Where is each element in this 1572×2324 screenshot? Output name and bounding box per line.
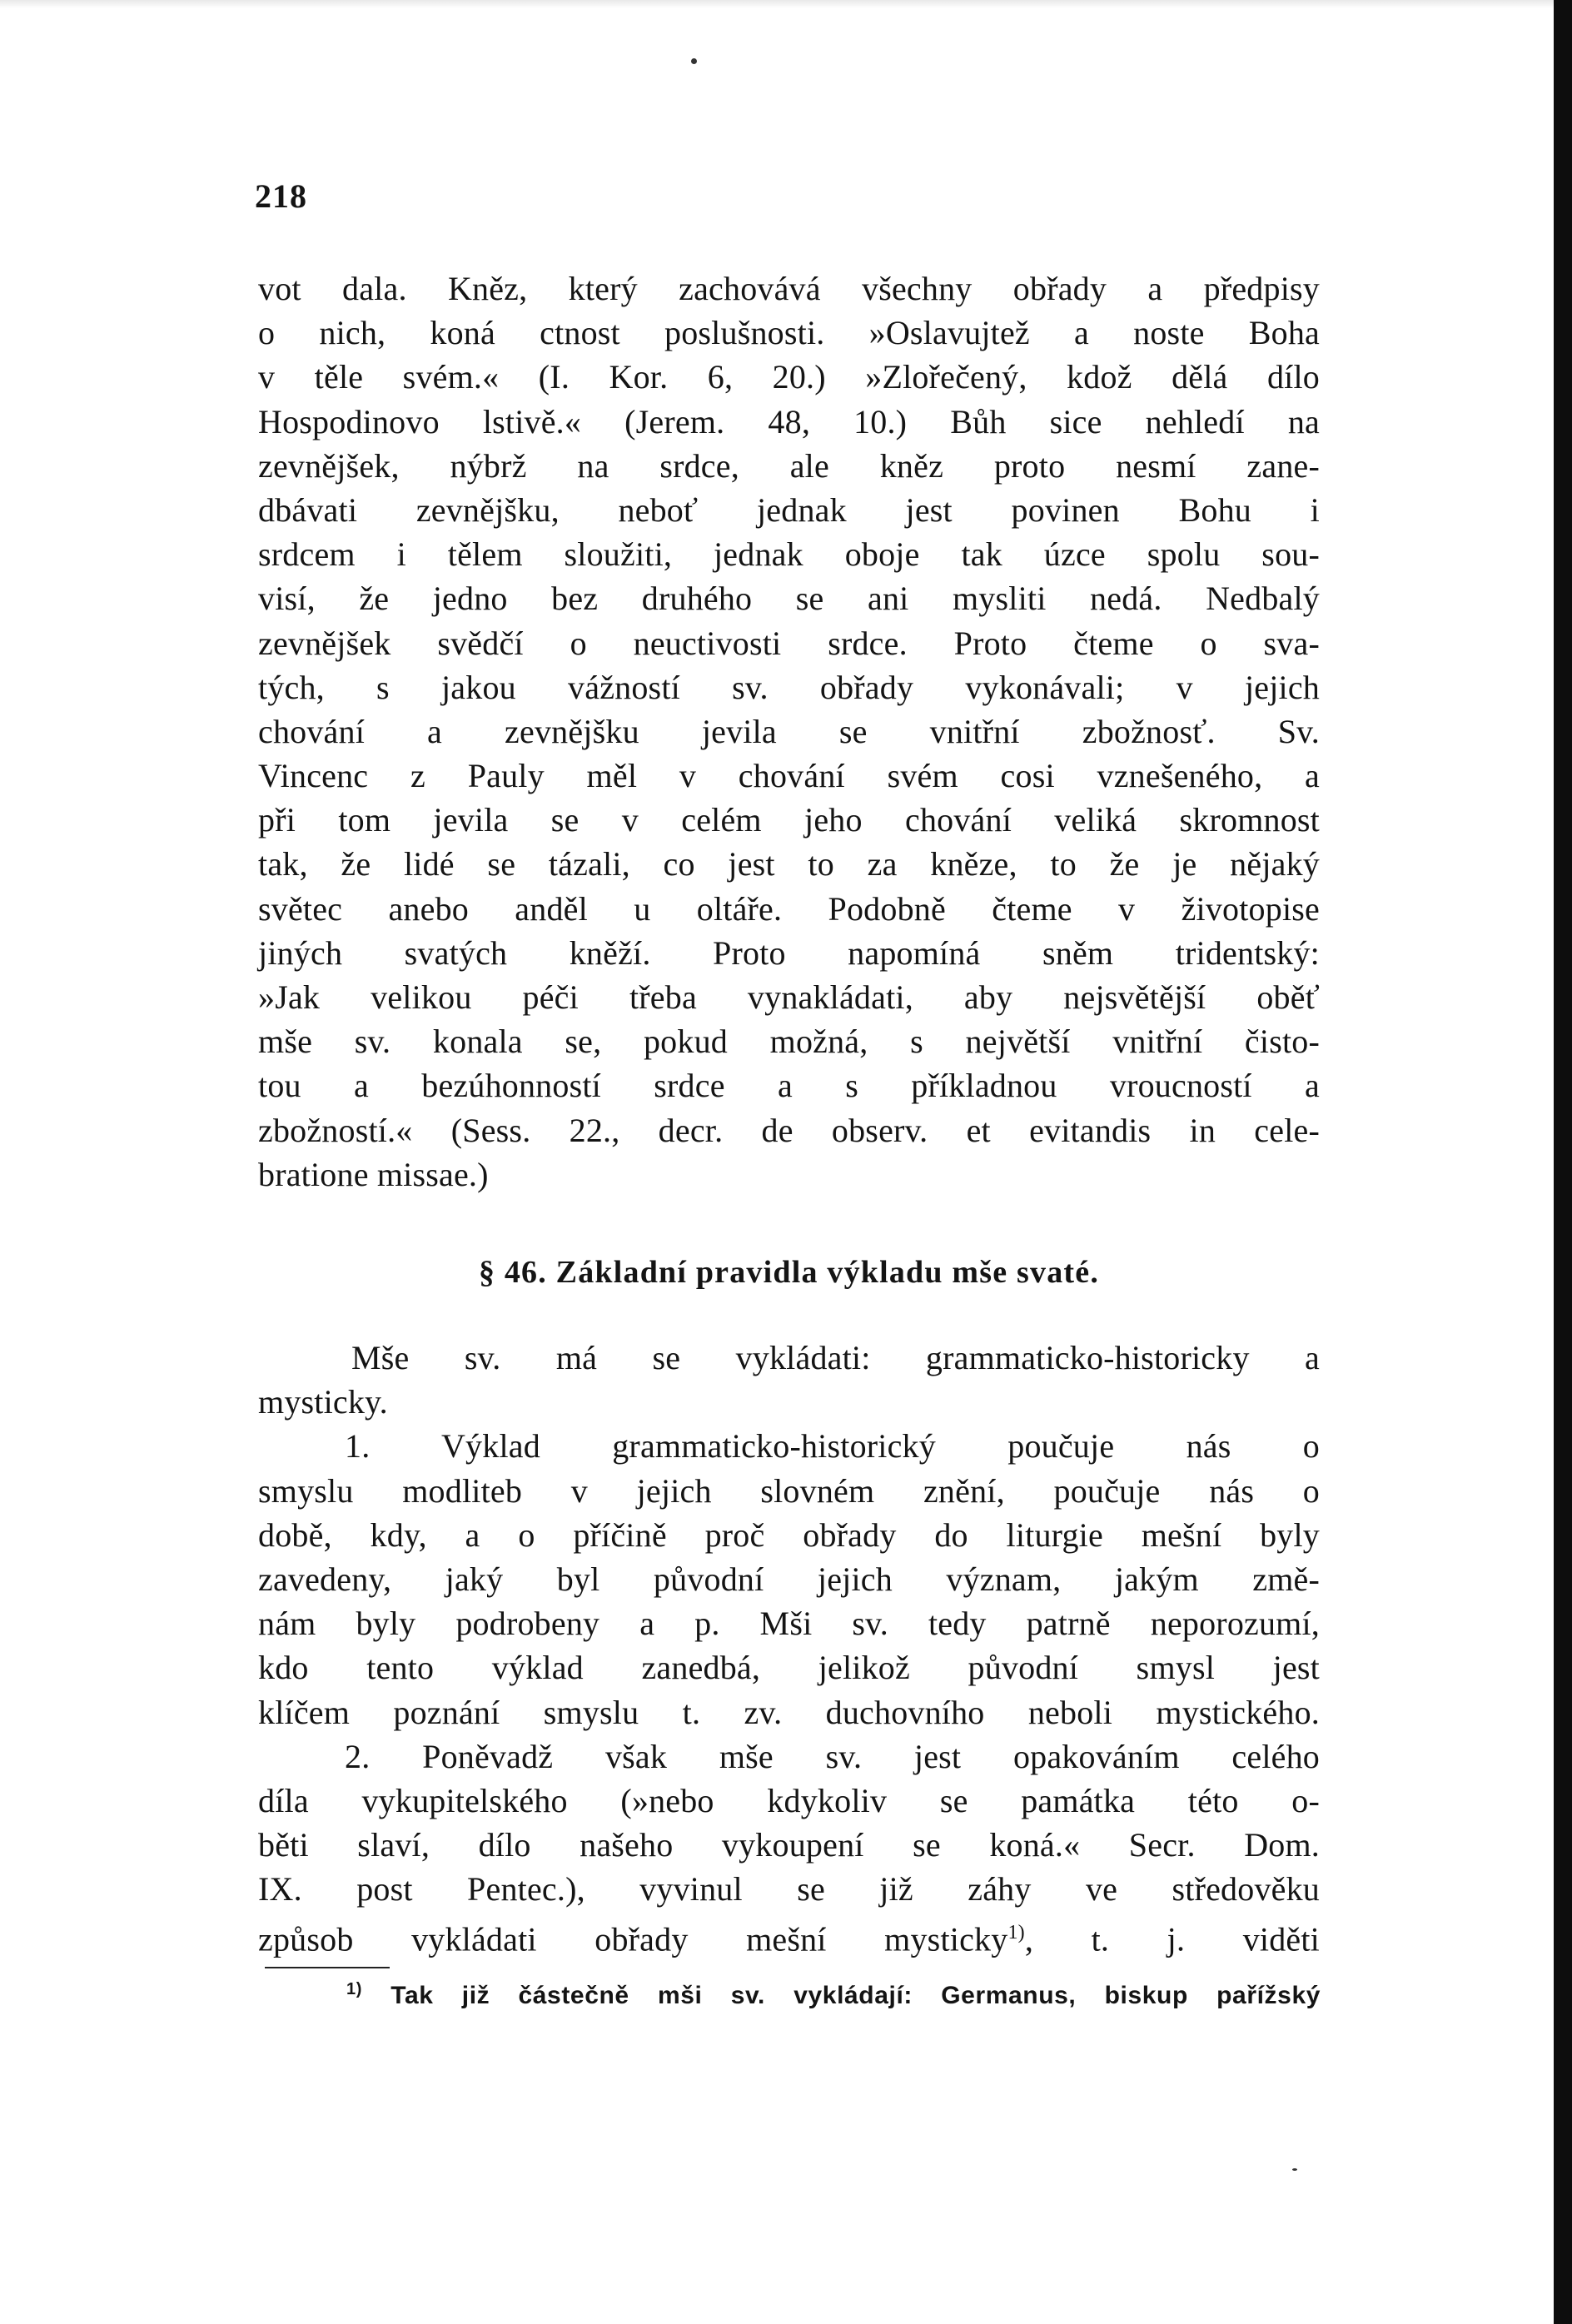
text-line: zevnějšek, nýbrž na srdce, ale kněz proto nesmí zane-	[258, 446, 1320, 485]
text-line: Hospodinovo lstivě.« (Jerem. 48, 10.) Bůh sice nehledí na	[258, 402, 1320, 440]
text-line: při tom jevila se v celém jeho chování veliká skromnost	[258, 801, 1320, 839]
text-fragment: , t. j. viděti	[1024, 1920, 1320, 1958]
scan-top-shadow	[0, 0, 1572, 8]
scan-speck	[691, 58, 697, 64]
section-46-body	[258, 1336, 1320, 1956]
text-line: mysticky.	[258, 1383, 388, 1421]
text-line: zevnějšek svědčí o neuctivosti srdce. Proto čteme o sva-	[258, 624, 1320, 662]
text-line: visí, že jedno bez druhého se ani mysliti nedá. Nedbalý	[258, 580, 1320, 618]
text-line-with-footnote	[258, 1911, 1320, 1958]
paragraph-3	[258, 1424, 1320, 1734]
section-heading: § 46. Základní pravidla výkladu mše svaté.	[478, 1255, 1100, 1290]
text-line: zavedeny, jaký byl původní jejich význam, jakým změ-	[258, 1560, 1320, 1598]
scan-speck	[1292, 2168, 1297, 2171]
text-line: dbávati zevnějšku, neboť jednak jest povinen Bohu i	[258, 490, 1320, 529]
paragraph-4	[258, 1734, 1320, 1956]
footnote-divider	[265, 1967, 390, 1968]
text-line: smyslu modliteb v jejich slovném znění, poučuje nás o	[258, 1471, 1320, 1510]
text-line: Mše sv. má se vykládati: grammaticko-historicky a	[351, 1339, 1320, 1376]
text-line: zbožností.« (Sess. 22., decr. de observ. et evitandis in cele-	[258, 1111, 1320, 1149]
footnote	[346, 1980, 1321, 2010]
text-line: klíčem poznání smyslu t. zv. duchovního neboli mystického.	[258, 1693, 1320, 1731]
text-line: tak, že lidé se tázali, co jest to za kněze, to že je nějaký	[258, 845, 1320, 883]
page-number: 218	[255, 177, 307, 215]
text-line: běti slaví, dílo našeho vykoupení se koná.« Secr. Dom.	[258, 1826, 1320, 1864]
scan-right-edge	[1554, 0, 1572, 2324]
text-line: vot dala. Kněz, který zachovává všechny obřady a předpisy	[258, 270, 1320, 307]
text-line: Vincenc z Pauly měl v chování svém cosi vznešeného, a	[258, 757, 1320, 795]
text-line: době, kdy, a o příčině proč obřady do liturgie mešní byly	[258, 1515, 1320, 1554]
text-line: chování a zevnějšku jevila se vnitřní zbožnosť. Sv.	[258, 712, 1320, 750]
text-line: o nich, koná ctnost poslušnosti. »Oslavujtež a noste Boha	[258, 314, 1320, 352]
text-line: světec anebo anděl u oltáře. Podobně čteme v životopise	[258, 889, 1320, 928]
text-line: 2. Poněvadž však mše sv. jest opakováním celého	[345, 1737, 1320, 1775]
text-line: IX. post Pentec.), vyvinul se již záhy ve středověku	[258, 1870, 1320, 1908]
text-line: díla vykupitelského (»nebo kdykoliv se památka této o-	[258, 1781, 1320, 1819]
text-line: »Jak velikou péči třeba vynakládati, aby nejsvětější oběť	[258, 978, 1320, 1016]
footnote-text: Tak již částečně mši sv. vykládají: Germanus, biskup pařížský	[391, 1982, 1321, 2009]
text-line: nám byly podrobeny a p. Mši sv. tedy patrně neporozumí,	[258, 1605, 1320, 1643]
text-line: bratione missae.)	[258, 1155, 489, 1193]
paragraph-2	[258, 1336, 1320, 1424]
footnote-mark: 1)	[346, 1980, 362, 1998]
text-line: tou a bezúhonností srdce a s příkladnou vroucností a	[258, 1067, 1320, 1105]
text-line: mše sv. konala se, pokud možná, s největší vnitřní čisto-	[258, 1023, 1320, 1061]
text-line: 1. Výklad grammaticko-historický poučuje nás o	[345, 1427, 1320, 1466]
text-line: kdo tento výklad zanedbá, jelikož původní smysl jest	[258, 1649, 1320, 1687]
text-line: srdcem i tělem sloužiti, jednak oboje tak úzce spolu sou-	[258, 535, 1320, 574]
text-line: jiných svatých kněží. Proto napomíná sněm tridentský:	[258, 933, 1320, 972]
paragraph-1	[258, 266, 1320, 1197]
text-line: v těle svém.« (I. Kor. 6, 20.) »Zlořečený, kdož dělá dílo	[258, 358, 1320, 396]
text-line: tých, s jakou vážností sv. obřady vykonávali; v jejich	[258, 668, 1320, 706]
text-fragment: způsob vykládati obřady mešní mysticky	[258, 1920, 1008, 1958]
footnote-reference: 1)	[1007, 1922, 1025, 1944]
